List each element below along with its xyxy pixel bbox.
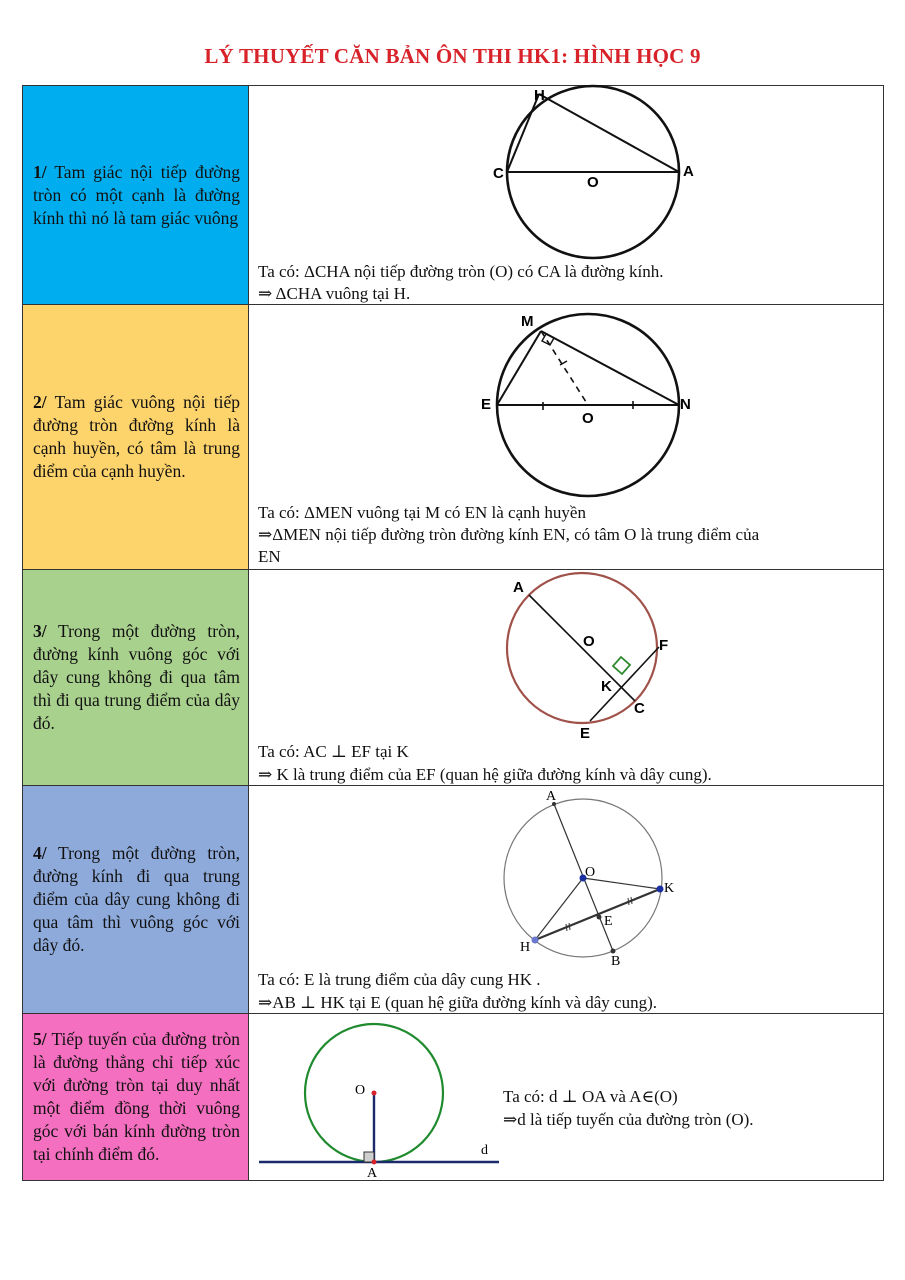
theorem-illustration-4	[249, 786, 883, 1013]
label-c: C	[493, 165, 504, 182]
caption-line: ⇒AB ⊥ HK tại E (quan hệ giữa đường kính và dây cung).	[258, 993, 657, 1012]
theorem-row-5	[22, 1013, 884, 1181]
theorem-illustration-3	[249, 570, 883, 785]
label-o: O	[585, 865, 596, 880]
label-o: O	[355, 1083, 366, 1098]
caption-line: EN	[258, 547, 281, 566]
theorem-illustration-5	[249, 1014, 883, 1180]
label-h: H	[520, 940, 531, 955]
label-d: d	[481, 1143, 488, 1158]
caption-line: Ta có: ΔMEN vuông tại M có EN là cạnh huyền	[258, 503, 586, 522]
theorem-text: Tiếp tuyến của đường tròn là đường thẳng chỉ tiếp xúc với đường tròn tại duy nhất một điểm đồng thời vuông góc với bán kính đường tròn tại chính điểm đó.	[33, 1029, 240, 1164]
theorem-statement-5	[23, 1014, 249, 1180]
label-a: A	[513, 579, 524, 596]
theorem-statement-1	[23, 86, 249, 304]
caption-line: ⇒ K là trung điểm của EF (quan hệ giữa đường kính và dây cung).	[258, 765, 712, 784]
label-k: K	[601, 678, 612, 695]
theorem-row-2	[22, 304, 884, 570]
caption-line: Ta có: ΔCHA nội tiếp đường tròn (O) có CA là đường kính.	[258, 262, 664, 281]
theorem-text: Tam giác vuông nội tiếp đường tròn đường kính là cạnh huyền, có tâm là trung điểm của cạnh huyền.	[33, 392, 240, 481]
label-h: H	[534, 87, 545, 104]
label-b: B	[611, 954, 621, 969]
label-e: E	[604, 914, 613, 929]
label-e: E	[481, 396, 492, 413]
theorem-row-3	[22, 569, 884, 786]
caption-line: Ta có: E là trung điểm của dây cung HK .	[258, 970, 541, 989]
theorem-number: 3/	[33, 621, 47, 641]
theorem-statement-4	[23, 786, 249, 1013]
theorem-statement-2	[23, 305, 249, 569]
theorem-row-1	[22, 85, 884, 305]
theorem-number: 1/	[33, 161, 47, 182]
theorem-illustration-2	[249, 305, 883, 569]
label-o: O	[587, 174, 599, 191]
theorem-number: 4/	[33, 843, 47, 863]
label-n: N	[680, 396, 691, 413]
label-e: E	[580, 725, 591, 742]
page-title: LÝ THUYẾT CĂN BẢN ÔN THI HK1: HÌNH HỌC 9	[204, 44, 701, 68]
caption-line: Ta có: d ⊥ OA và A∈(O)	[503, 1087, 678, 1106]
label-a: A	[683, 163, 694, 180]
caption-line: ⇒ΔMEN nội tiếp đường tròn đường kính EN, có tâm O là trung điểm của	[258, 525, 760, 544]
theorem-text: Trong một đường tròn, đường kính vuông góc với dây cung không đi qua tâm thì đi qua trung điểm của dây đó.	[33, 621, 240, 733]
label-a: A	[546, 789, 557, 804]
label-f: F	[659, 637, 669, 654]
label-o: O	[582, 410, 594, 427]
theorem-text: Trong một đường tròn, đường kính đi qua trung điểm của dây cung không đi qua tâm thì vuông góc với dây đó.	[33, 843, 240, 955]
theorem-row-4	[22, 785, 884, 1014]
theorem-text: Tam giác nội tiếp đường tròn có một cạnh là đường kính thì nó là tam giác vuông	[33, 161, 240, 228]
caption-line: Ta có: AC ⊥ EF tại K	[258, 742, 409, 761]
theorem-illustration-1	[249, 86, 883, 304]
theorem-number: 5/	[33, 1029, 47, 1049]
label-o: O	[583, 633, 595, 650]
label-a: A	[367, 1166, 378, 1181]
label-m: M	[521, 313, 534, 330]
theorem-number: 2/	[33, 392, 47, 412]
label-k: K	[664, 881, 675, 896]
caption-line: ⇒ ΔCHA vuông tại H.	[258, 284, 411, 303]
label-c: C	[634, 700, 645, 717]
caption-line: ⇒d là tiếp tuyến của đường tròn (O).	[503, 1110, 754, 1129]
theorem-statement-3	[23, 570, 249, 785]
